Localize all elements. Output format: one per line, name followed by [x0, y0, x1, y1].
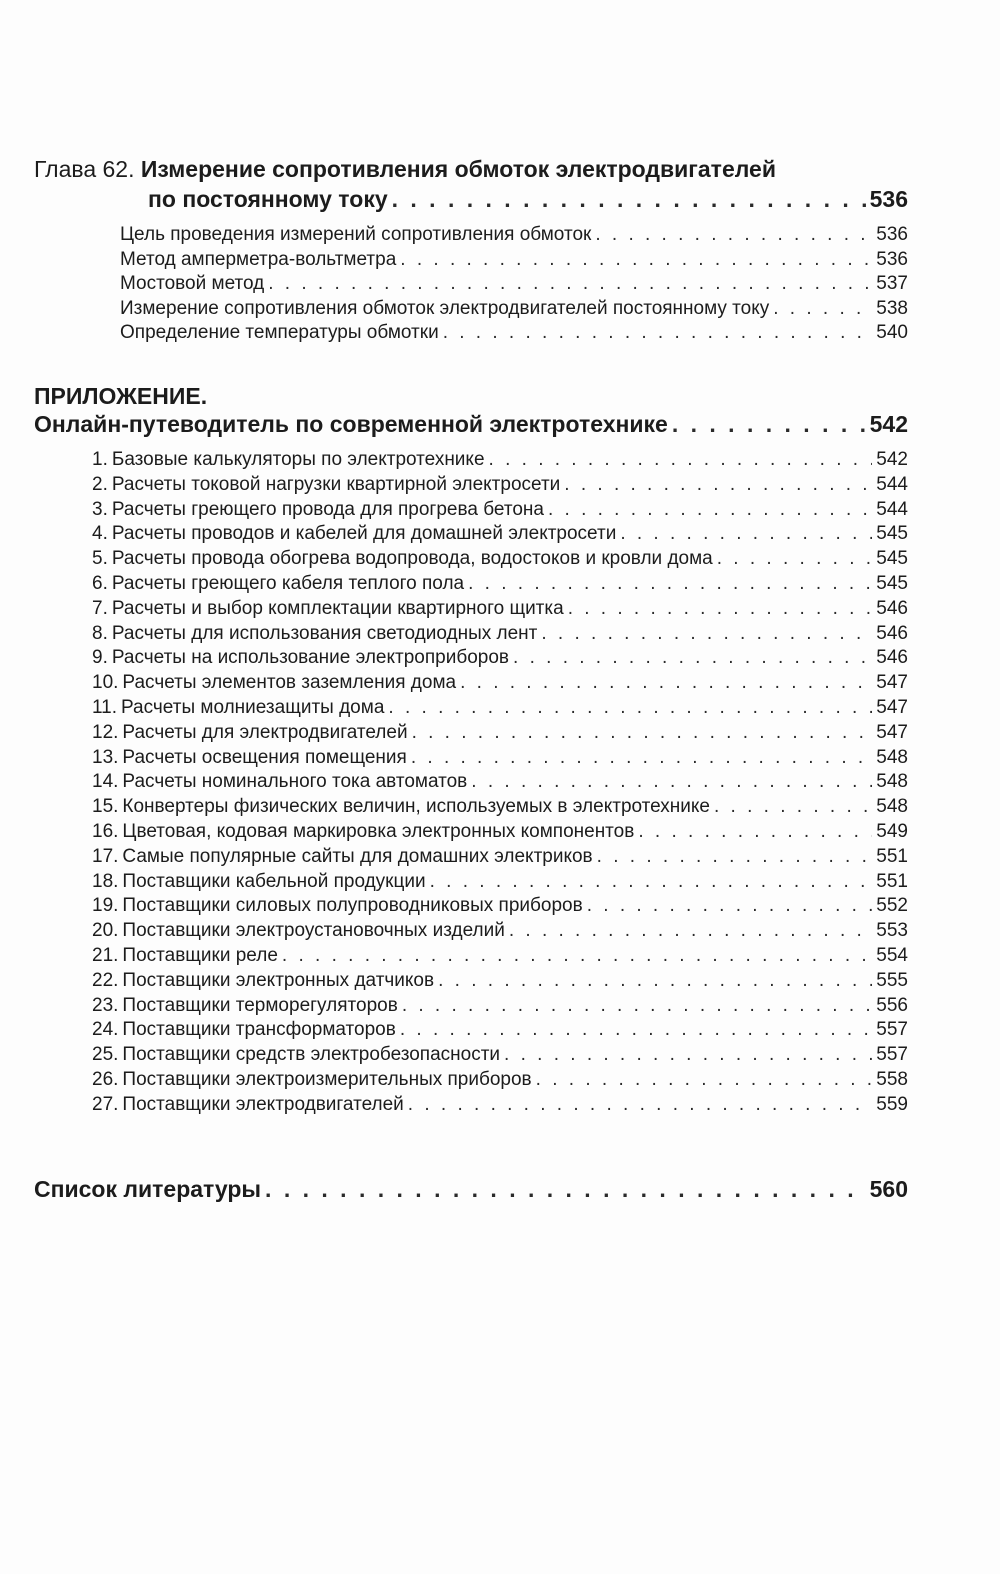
- dot-leader: [548, 499, 872, 521]
- entry-number: 26.: [92, 1069, 119, 1090]
- entry-title: Поставщики силовых полупроводниковых приборов: [122, 895, 583, 917]
- entry-title: Поставщики электроустановочных изделий: [122, 920, 505, 942]
- entry-number: 12.: [92, 721, 119, 743]
- dot-leader: [402, 995, 872, 1017]
- toc-entry[interactable]: [92, 474, 908, 496]
- entry-number: 2.: [92, 473, 108, 495]
- dot-leader: [282, 945, 872, 967]
- entry-number: 1.: [92, 449, 108, 470]
- entry-page-number: 537: [876, 273, 908, 294]
- entry-page-number: 536: [876, 224, 908, 245]
- entry-title: Расчеты молниезащиты дома: [121, 697, 385, 718]
- entry-number: 5.: [92, 548, 108, 570]
- entry-page-number: 545: [876, 523, 908, 545]
- entry-page-number: 545: [876, 548, 908, 570]
- dot-leader: [408, 1094, 873, 1116]
- entry-number: 20.: [92, 920, 119, 942]
- dot-leader: [400, 249, 872, 271]
- toc-entry-appendix[interactable]: [34, 411, 908, 438]
- entry-page-number: 549: [876, 821, 908, 842]
- entry-page-number: 546: [876, 597, 908, 619]
- entry-page-number: 536: [876, 248, 908, 270]
- entry-title: Метод амперметра-вольтметра: [120, 248, 397, 270]
- toc-entry[interactable]: [92, 449, 908, 471]
- toc-entry[interactable]: [92, 995, 908, 1017]
- dot-leader: [268, 273, 872, 295]
- dot-leader: [443, 322, 873, 344]
- toc-entry[interactable]: [92, 573, 908, 595]
- entry-page-number: 546: [876, 647, 908, 669]
- entry-page-number: 544: [876, 498, 908, 520]
- chapter-title-line1: Измерение сопротивления обмоток электродвигателей: [140, 156, 776, 182]
- entry-page-number: 544: [876, 473, 908, 495]
- entry-page-number: 553: [876, 920, 908, 942]
- dot-leader: [412, 722, 873, 744]
- entry-page-number: 551: [876, 870, 908, 892]
- entry-number: 14.: [92, 771, 119, 793]
- entry-number: 13.: [92, 746, 119, 768]
- toc-entry[interactable]: [92, 697, 908, 719]
- entry-number: 9.: [92, 647, 108, 669]
- entry-number: 6.: [92, 573, 108, 594]
- toc-entry[interactable]: [92, 821, 908, 843]
- entry-page-number: 538: [876, 297, 908, 319]
- entry-number: 22.: [92, 969, 119, 991]
- dot-leader: [265, 1176, 866, 1203]
- entry-number: 16.: [92, 821, 119, 842]
- entry-title: Поставщики терморегуляторов: [122, 994, 398, 1016]
- entry-title: Расчеты и выбор комплектации квартирного щитка: [111, 597, 564, 619]
- appendix-label: ПРИЛОЖЕНИЕ.: [34, 383, 208, 409]
- toc-entry[interactable]: [92, 1019, 908, 1041]
- entry-page-number: 558: [876, 1069, 908, 1090]
- dot-leader: [541, 623, 872, 645]
- dot-leader: [438, 970, 872, 992]
- entry-number: 18.: [92, 870, 119, 892]
- entry-title: Цветовая, кодовая маркировка электронных компонентов: [122, 821, 635, 842]
- chapter-title-line2: по постоянному току: [148, 186, 388, 212]
- toc-entry[interactable]: [92, 623, 908, 645]
- entry-title: Расчеты проводов и кабелей для домашней электросети: [111, 523, 617, 545]
- entry-page-number: 551: [876, 845, 908, 867]
- entry-page-number: 547: [876, 672, 908, 694]
- entry-title: Расчеты греющего провода для прогрева бетона: [111, 498, 544, 520]
- entry-page-number: 547: [876, 697, 908, 718]
- dot-leader: [597, 846, 873, 868]
- toc-entry[interactable]: [120, 298, 908, 320]
- toc-entry[interactable]: [92, 747, 908, 769]
- dot-leader: [568, 598, 873, 620]
- entry-number: 10.: [92, 672, 119, 694]
- toc-entry[interactable]: [120, 224, 908, 246]
- toc-entry[interactable]: [92, 920, 908, 942]
- entry-number: 24.: [92, 1019, 119, 1041]
- entry-page-number: 542: [876, 449, 908, 470]
- dot-leader: [509, 920, 872, 942]
- dot-leader: [392, 186, 866, 213]
- entry-title: Расчеты на использование электроприборов: [111, 647, 510, 669]
- dot-leader: [504, 1044, 872, 1066]
- entry-title: Поставщики трансформаторов: [122, 1019, 396, 1041]
- entry-page-number: 540: [876, 322, 908, 343]
- dot-leader: [430, 871, 873, 893]
- toc-entry[interactable]: [92, 548, 908, 570]
- toc-entry[interactable]: [92, 945, 908, 967]
- chapter-page-number: 536: [869, 186, 908, 212]
- entry-number: 21.: [92, 945, 119, 966]
- entry-title: Базовые калькуляторы по электротехнике: [111, 449, 485, 470]
- entry-page-number: 559: [876, 1093, 908, 1115]
- bibliography-title: Список литературы: [34, 1176, 262, 1202]
- dot-leader: [471, 771, 872, 793]
- toc-entry[interactable]: [92, 1069, 908, 1091]
- dot-leader: [468, 573, 872, 595]
- toc-entry[interactable]: [92, 970, 908, 992]
- toc-entry[interactable]: [92, 796, 908, 818]
- entry-number: 25.: [92, 1044, 119, 1066]
- dot-leader: [714, 796, 872, 818]
- entry-page-number: 557: [876, 1019, 908, 1041]
- entry-number: 23.: [92, 994, 119, 1016]
- entry-title: Поставщики электроизмерительных приборов: [122, 1069, 532, 1090]
- dot-leader: [411, 747, 872, 769]
- entry-title: Поставщики электронных датчиков: [122, 969, 435, 991]
- entry-title: Самые популярные сайты для домашних электриков: [122, 845, 593, 867]
- dot-leader: [489, 449, 873, 471]
- dot-leader: [595, 224, 872, 246]
- appendix-title: Онлайн-путеводитель по современной электротехнике: [34, 411, 668, 437]
- toc-entry-bibliography[interactable]: [34, 1176, 908, 1203]
- entry-title: Поставщики реле: [122, 945, 278, 966]
- entry-page-number: 545: [876, 573, 908, 594]
- dot-leader: [400, 1019, 872, 1041]
- entry-number: 19.: [92, 895, 119, 917]
- toc-entry[interactable]: [92, 523, 908, 545]
- entry-page-number: 546: [876, 622, 908, 644]
- entry-page-number: 547: [876, 721, 908, 743]
- entry-title: Поставщики электродвигателей: [122, 1093, 404, 1115]
- entry-title: Расчеты элементов заземления дома: [122, 672, 457, 694]
- entry-number: 3.: [92, 498, 108, 520]
- entry-title: Поставщики кабельной продукции: [122, 870, 426, 892]
- toc-entry[interactable]: [120, 322, 908, 344]
- dot-leader: [638, 821, 872, 843]
- toc-entry[interactable]: [92, 846, 908, 868]
- entry-title: Мостовой метод: [120, 273, 265, 294]
- entry-number: 17.: [92, 845, 119, 867]
- entry-title: Расчеты провода обогрева водопровода, водостоков и кровли дома: [111, 548, 713, 570]
- entry-title: Расчеты освещения помещения: [122, 746, 407, 768]
- entry-number: 27.: [92, 1093, 119, 1115]
- toc-entry[interactable]: [120, 249, 908, 271]
- dot-leader: [564, 474, 872, 496]
- entry-page-number: 555: [876, 969, 908, 991]
- dot-leader: [672, 411, 866, 438]
- entry-page-number: 557: [876, 1044, 908, 1066]
- dot-leader: [513, 647, 872, 669]
- toc-entry-chapter-62[interactable]: [148, 186, 908, 213]
- entry-number: 15.: [92, 796, 119, 818]
- entry-page-number: 554: [876, 945, 908, 966]
- toc-entry[interactable]: [92, 672, 908, 694]
- entry-title: Поставщики средств электробезопасности: [122, 1044, 501, 1066]
- dot-leader: [388, 697, 872, 719]
- toc-entry[interactable]: [92, 499, 908, 521]
- entry-title: Расчеты для электродвигателей: [122, 721, 408, 743]
- entry-page-number: 548: [876, 771, 908, 793]
- toc-entry[interactable]: [92, 895, 908, 917]
- dot-leader: [620, 523, 872, 545]
- entry-number: 11.: [92, 697, 118, 718]
- entry-page-number: 548: [876, 796, 908, 818]
- entry-page-number: 548: [876, 746, 908, 768]
- toc-entry[interactable]: [92, 1094, 908, 1116]
- toc-entry[interactable]: [92, 771, 908, 793]
- entry-number: 8.: [92, 622, 108, 644]
- entry-title: Расчеты токовой нагрузки квартирной электросети: [111, 473, 561, 495]
- toc-entry[interactable]: [92, 722, 908, 744]
- bibliography-page-number: 560: [869, 1176, 908, 1202]
- entry-page-number: 556: [876, 994, 908, 1016]
- toc-entry[interactable]: [92, 1044, 908, 1066]
- dot-leader: [587, 895, 873, 917]
- toc-entry[interactable]: [120, 273, 908, 295]
- entry-title: Цель проведения измерений сопротивления обмоток: [120, 224, 592, 245]
- entry-number: 4.: [92, 523, 108, 545]
- entry-title: Расчеты номинального тока автоматов: [122, 771, 468, 793]
- entry-page-number: 552: [876, 895, 908, 917]
- entry-title: Конвертеры физических величин, используемых в электротехнике: [122, 796, 710, 818]
- chapter-label: Глава 62.: [34, 156, 135, 182]
- toc-entry[interactable]: [92, 871, 908, 893]
- dot-leader: [773, 298, 872, 320]
- dot-leader: [460, 672, 872, 694]
- entry-title: Определение температуры обмотки: [120, 322, 439, 343]
- dot-leader: [717, 548, 873, 570]
- appendix-page-number: 542: [869, 411, 908, 437]
- entry-number: 7.: [92, 597, 108, 619]
- entry-title: Расчеты для использования светодиодных лент: [111, 622, 538, 644]
- entry-title: Расчеты греющего кабеля теплого пола: [111, 573, 465, 594]
- toc-entry[interactable]: [92, 598, 908, 620]
- toc-entry[interactable]: [92, 647, 908, 669]
- chapter-heading: [34, 156, 776, 183]
- dot-leader: [536, 1069, 873, 1091]
- entry-title: Измерение сопротивления обмоток электродвигателей постоянному току: [120, 297, 770, 319]
